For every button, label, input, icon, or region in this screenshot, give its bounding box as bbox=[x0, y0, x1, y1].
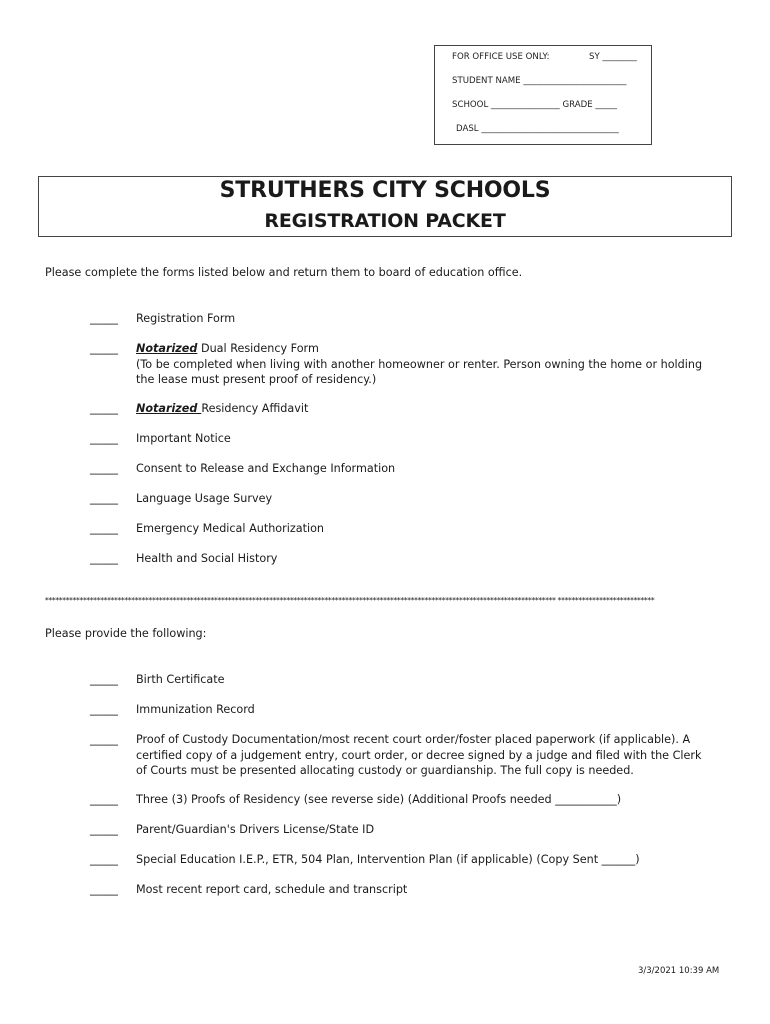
checklist-blank: _____ bbox=[90, 703, 118, 716]
item-text: Language Usage Survey bbox=[136, 492, 273, 505]
footer-date: 3/3/2021 10:39 AM bbox=[638, 966, 720, 976]
item-text: Emergency Medical Authorization bbox=[136, 522, 325, 535]
office-use-box bbox=[434, 45, 652, 145]
list-item bbox=[136, 521, 324, 537]
item-text: Three (3) Proofs of Residency (see reverse side) (Additional Proofs needed ___________) bbox=[136, 793, 622, 806]
office-use-student-name: STUDENT NAME ________________________ bbox=[452, 76, 627, 86]
list-item bbox=[136, 341, 702, 388]
page-title: STRUTHERS CITY SCHOOLS bbox=[219, 178, 551, 203]
provide-intro: Please provide the following: bbox=[45, 627, 207, 640]
checklist-blank: _____ bbox=[90, 823, 118, 836]
item-text: Important Notice bbox=[136, 432, 231, 445]
list-item bbox=[136, 882, 407, 898]
separator-line: **************************************************************************************************************************************************** **************************** bbox=[45, 596, 655, 605]
item-text: Residency Affidavit bbox=[201, 402, 309, 415]
office-use-dasl: DASL ________________________________ bbox=[456, 124, 619, 134]
list-item bbox=[136, 732, 702, 779]
notarized-emphasis: Notarized bbox=[136, 402, 202, 415]
list-item bbox=[136, 672, 225, 688]
item-text: Special Education I.E.P., ETR, 504 Plan, Intervention Plan (if applicable) (Copy Sent ______) bbox=[136, 853, 640, 866]
list-item bbox=[136, 551, 277, 567]
checklist-blank: _____ bbox=[90, 432, 118, 445]
forms-intro: Please complete the forms listed below and return them to board of education office. bbox=[45, 266, 523, 279]
item-text: Most recent report card, schedule and transcript bbox=[136, 883, 408, 896]
item-text: Immunization Record bbox=[136, 703, 255, 716]
item-text: of Courts must be presented allocating custody or guardianship. The full copy is needed. bbox=[136, 764, 634, 777]
list-item bbox=[136, 792, 621, 808]
item-text: Parent/Guardian's Drivers License/State ID bbox=[136, 823, 375, 836]
checklist-blank: _____ bbox=[90, 402, 118, 415]
list-item bbox=[136, 431, 231, 447]
item-note: (To be completed when living with another homeowner or renter. Person owning the home or holding bbox=[136, 357, 703, 371]
office-use-label: FOR OFFICE USE ONLY: bbox=[452, 52, 550, 62]
item-text: Registration Form bbox=[136, 312, 236, 325]
item-note: the lease must present proof of residency.) bbox=[136, 373, 377, 386]
list-item bbox=[136, 491, 272, 507]
list-item bbox=[136, 852, 640, 868]
list-item bbox=[136, 702, 255, 718]
office-use-sy: SY ________ bbox=[589, 52, 637, 62]
list-item bbox=[136, 311, 235, 327]
checklist-blank: _____ bbox=[90, 312, 118, 325]
checklist-blank: _____ bbox=[90, 492, 118, 505]
item-text: Health and Social History bbox=[136, 552, 278, 565]
item-text: certified copy of a judgement entry, court order, or decree signed by a judge and filed with the Clerk bbox=[136, 748, 702, 762]
checklist-blank: _____ bbox=[90, 522, 118, 535]
item-text: Dual Residency Form bbox=[197, 342, 319, 355]
checklist-blank: _____ bbox=[90, 462, 118, 475]
item-text: Consent to Release and Exchange Information bbox=[136, 462, 396, 475]
checklist-blank: _____ bbox=[90, 342, 118, 355]
checklist-blank: _____ bbox=[90, 733, 118, 746]
title-box bbox=[38, 176, 732, 237]
list-item bbox=[136, 822, 374, 838]
item-text: Proof of Custody Documentation/most recent court order/foster placed paperwork (if applicable). A bbox=[136, 733, 691, 746]
list-item bbox=[136, 461, 395, 477]
checklist-blank: _____ bbox=[90, 853, 118, 866]
notarized-emphasis: Notarized bbox=[136, 342, 198, 355]
checklist-blank: _____ bbox=[90, 793, 118, 806]
checklist-blank: _____ bbox=[90, 883, 118, 896]
item-text: Birth Certificate bbox=[136, 673, 225, 686]
checklist-blank: _____ bbox=[90, 552, 118, 565]
list-item bbox=[136, 401, 308, 417]
office-use-school-grade: SCHOOL ________________ GRADE _____ bbox=[452, 100, 617, 110]
page-subtitle: REGISTRATION PACKET bbox=[264, 210, 506, 232]
checklist-blank: _____ bbox=[90, 673, 118, 686]
